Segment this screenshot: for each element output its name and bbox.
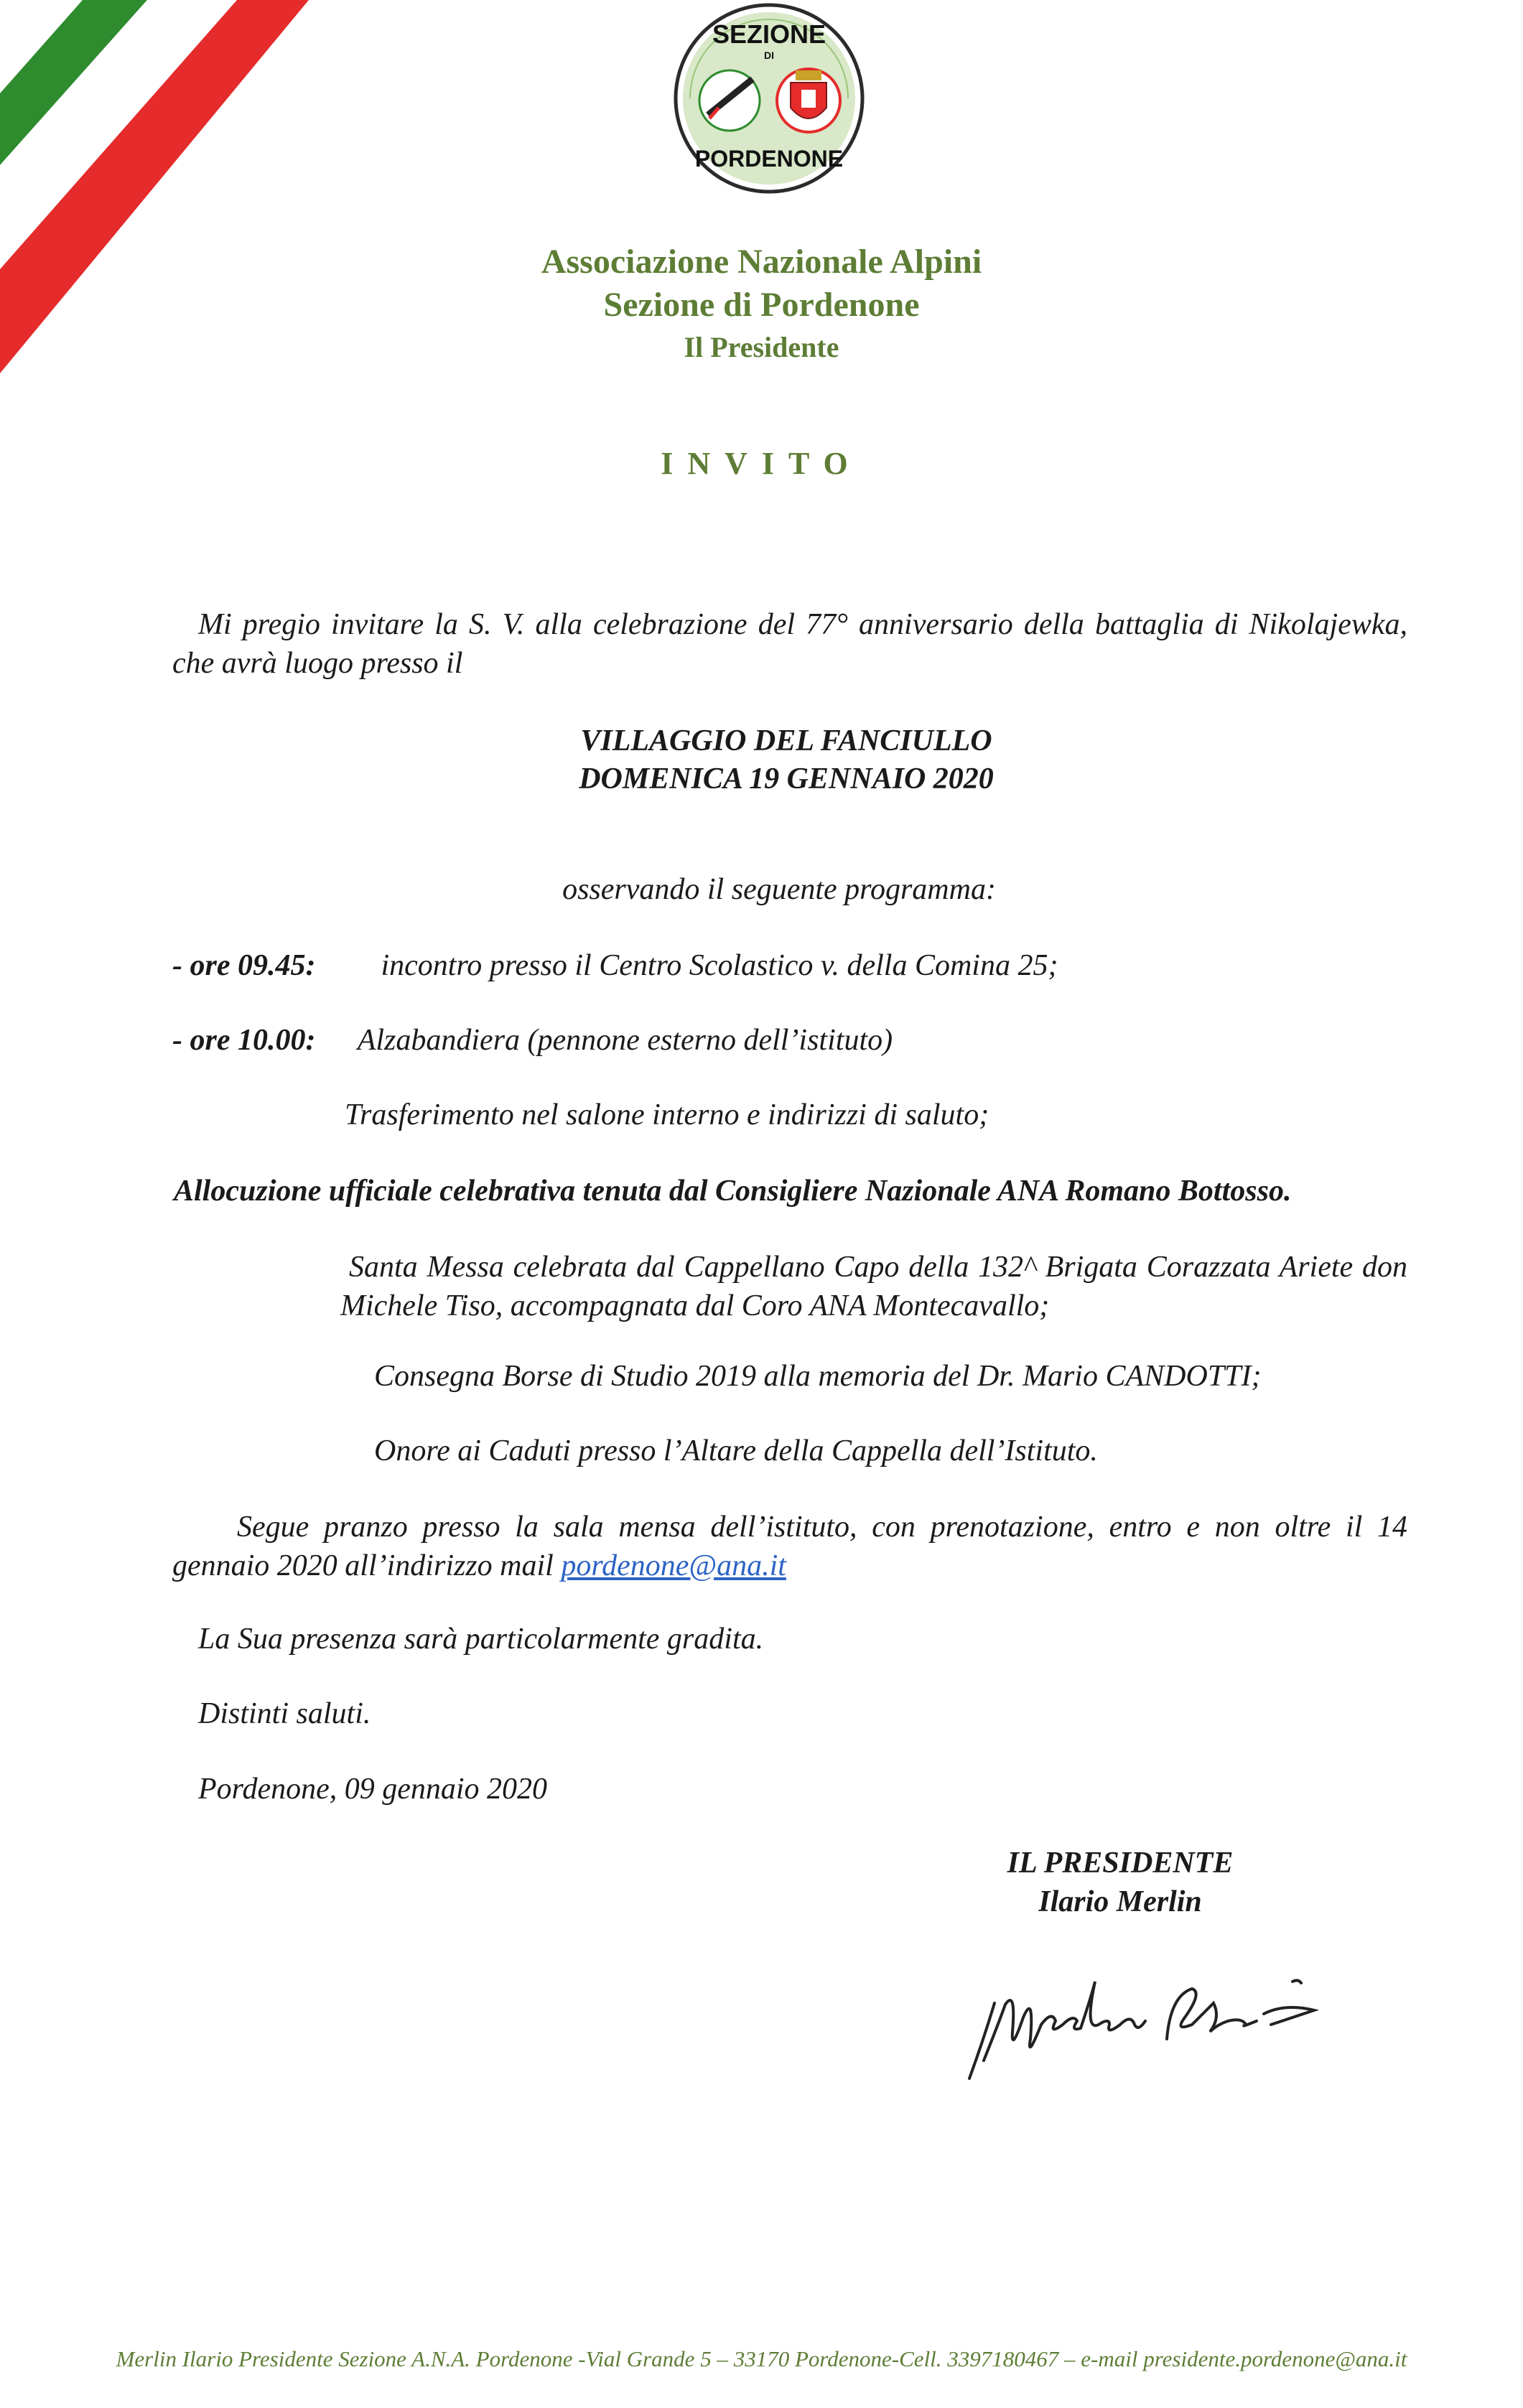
place-date: Pordenone, 09 gennaio 2020 [198,1773,548,1806]
section-logo [672,0,866,197]
org-name: Associazione Nazionale Alpini [541,243,982,281]
signature-title: IL PRESIDENTE [1007,1847,1234,1880]
lunch-email-link[interactable]: pordenone@ana.it [561,1549,786,1582]
svg-text:SEZIONE: SEZIONE [712,19,826,49]
program-allocution: Allocuzione ufficiale celebrativa tenuta dal Consigliere Nazionale ANA Romano Bottosso. [174,1175,1292,1208]
greeting-line: Distinti saluti. [198,1697,371,1730]
svg-text:PORDENONE: PORDENONE [694,146,844,172]
president-role: Il Presidente [684,331,839,363]
signature-name: Ilario Merlin [1038,1885,1202,1918]
section-name: Sezione di Pordenone [603,286,920,324]
intro-paragraph: Mi pregio invitare la S. V. alla celebrazione del 77° anniversario della battaglia di Nikolajewka, che avrà luogo presso il [172,608,1407,680]
event-date: DOMENICA 19 GENNAIO 2020 [579,762,994,795]
program-item-time: - ore 09.45: [172,949,316,982]
program-item-time: - ore 10.00: [172,1024,316,1057]
venue: VILLAGGIO DEL FANCIULLO [580,724,992,757]
footer-contact: Merlin Ilario Presidente Sezione A.N.A. Pordenone -Vial Grande 5 – 33170 Pordenone-Cell. 3397180467 – e-mail presidente.pordenone@ana.it [116,2346,1407,2371]
svg-text:DI: DI [764,50,774,61]
program-item-1 [172,946,1058,985]
lunch-paragraph [172,1508,1407,1585]
program-mass: Santa Messa celebrata dal Cappellano Capo della 132^ Brigata Corazzata Ariete don Michele Tiso, accompagnata dal Coro ANA Montecavallo; [340,1251,1407,1322]
program-item-2 [172,1021,893,1060]
program-intro: osservando il seguente programma: [562,873,996,906]
invitation-title: INVITO [661,446,862,481]
handwritten-signature [955,1953,1343,2089]
program-honors: Onore ai Caduti presso l’Altare della Cappella dell’Istituto. [374,1434,1098,1467]
program-transfer: Trasferimento nel salone interno e indirizzi di saluto; [345,1098,989,1131]
program-item-text: Alzabandiera (pennone esterno dell’istituto) [357,1024,893,1057]
program-scholarships: Consegna Borse di Studio 2019 alla memoria del Dr. Mario CANDOTTI; [374,1360,1262,1393]
lunch-text: Segue pranzo presso la sala mensa dell’istituto, con prenotazione, entro e non oltre il 14 gennaio 2020 all’indirizzo mail [172,1511,1407,1582]
closing-line: La Sua presenza sarà particolarmente gradita. [198,1623,764,1656]
program-item-text: incontro presso il Centro Scolastico v. della Comina 25; [381,949,1058,982]
